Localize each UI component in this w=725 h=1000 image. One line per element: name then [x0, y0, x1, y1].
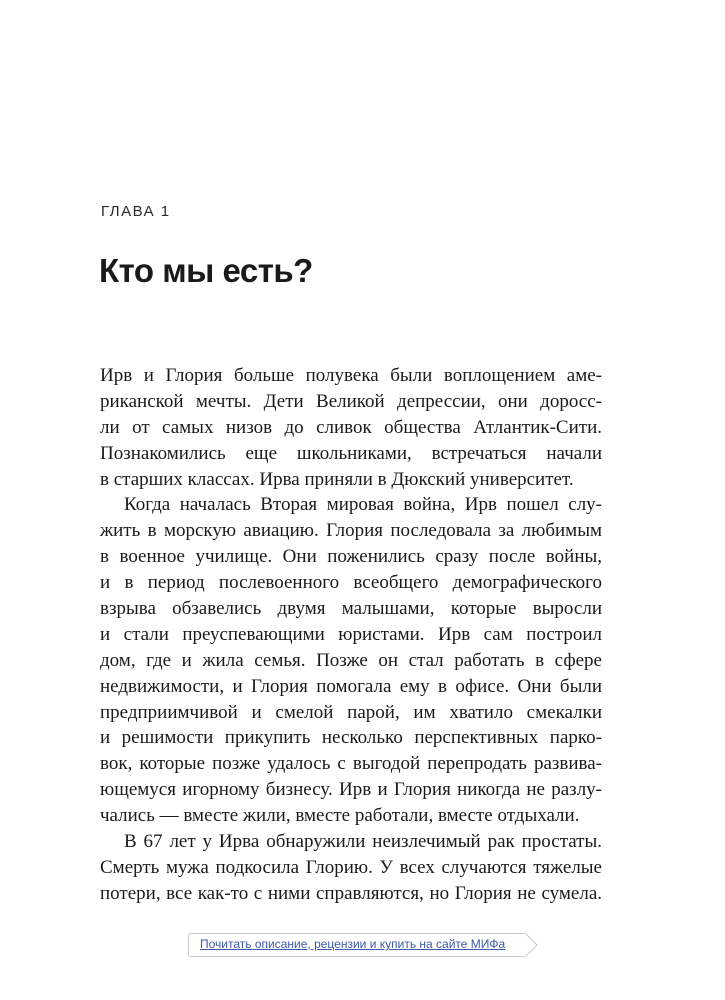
paragraph-line: в старших классах. Ирва приняли в Дюкский университет.	[100, 468, 574, 490]
paragraph-line: и в период послевоенного всеобщего демографического	[100, 572, 602, 594]
paragraph-line: Смерть мужа подкосила Глорию. У всех случаются тяжелые	[100, 856, 602, 878]
paragraph-line: вок, которые позже удалось с выгодой перепродать развива-	[100, 753, 602, 775]
chapter-title: Кто мы есть?	[99, 252, 313, 289]
chapter-label: ГЛАВА 1	[101, 203, 171, 220]
paragraph-line: и решимости прикупить несколько перспективных парко-	[100, 727, 602, 749]
paragraph-line: ли от самых низов до сливок общества Атлантик-Сити.	[100, 416, 602, 438]
paragraph-line: в военное училище. Они поженились сразу после войны,	[100, 546, 602, 568]
paragraph-line: и стали преуспевающими юристами. Ирв сам построил	[100, 623, 602, 645]
paragraph-line: взрыва обзавелись двумя малышами, которые выросли	[100, 598, 602, 620]
paragraph-line: потери, все как-то с ними справляются, но Глория не сумела.	[100, 882, 602, 904]
buy-book-link[interactable]: Почитать описание, рецензии и купить на сайте МИФа	[200, 937, 506, 951]
paragraph-line: Ирв и Глория больше полувека были воплощением аме-	[100, 365, 602, 386]
paragraph-line: чались — вместе жили, вместе работали, вместе отдыхали.	[100, 805, 580, 827]
paragraph-line: Познакомились еще школьниками, встречаться начали	[100, 442, 602, 464]
paragraph-line: ющемуся игорному бизнесу. Ирв и Глория никогда не разлу-	[100, 779, 602, 801]
body-text	[100, 363, 602, 907]
buy-link-container	[188, 933, 534, 959]
paragraph-line: В 67 лет у Ирва обнаружили неизлечимый рак простаты.	[124, 831, 602, 853]
paragraph-line: дом, где и жила семья. Позже он стал работать в сфере	[100, 649, 602, 671]
paragraph-line: Когда началась Вторая мировая война, Ирв пошел слу-	[124, 494, 602, 516]
paragraph-line: риканской мечты. Дети Великой депрессии, они доросс-	[100, 390, 602, 412]
paragraph-line: недвижимости, и Глория помогала ему в офисе. Они были	[100, 675, 602, 697]
paragraph-line: предприимчивой и смелой парой, им хватило смекалки	[100, 701, 602, 723]
paragraph-line: жить в морскую авиацию. Глория последовала за любимым	[100, 520, 602, 542]
